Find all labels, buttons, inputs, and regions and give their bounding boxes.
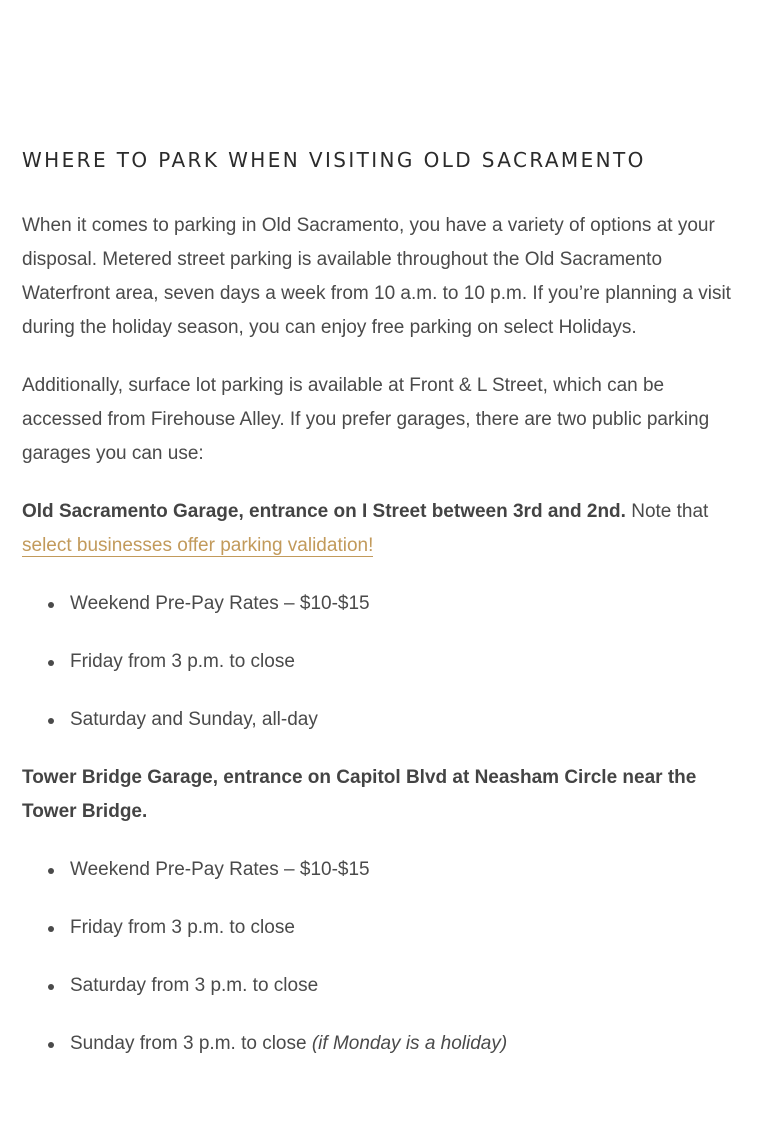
sunday-text: Sunday from 3 p.m. to close	[70, 1033, 312, 1054]
garage1-title: Old Sacramento Garage, entrance on I Street between 3rd and 2nd.	[22, 501, 626, 522]
intro-paragraph: When it comes to parking in Old Sacramento, you have a variety of options at your disposal. Metered street parking is available throughout the Old Sacramento Waterfront area, seven days a week from 10 a.m. to 10 p.m. If you’re planning a visit during the holiday season, you can enjoy free parking on select Holidays.	[22, 215, 731, 338]
bullet-icon	[48, 984, 54, 990]
bullet-icon	[48, 602, 54, 608]
garage1-paragraph	[22, 495, 748, 563]
holiday-note: (if Monday is a holiday)	[311, 1033, 508, 1054]
garage1-note: Note that	[625, 501, 709, 522]
additional-paragraph: Additionally, surface lot parking is available at Front & L Street, which can be accessed from Firehouse Alley. If you prefer garages, there are two public parking garages you can use:	[22, 375, 710, 464]
page-title: WHERE TO PARK WHEN VISITING OLD SACRAMENTO	[22, 148, 646, 172]
bullet-icon	[48, 718, 54, 724]
bullet-icon	[48, 926, 54, 932]
garage2-paragraph	[22, 761, 748, 829]
validation-link[interactable]: select businesses offer parking validation!	[22, 535, 374, 556]
garage2-title: Tower Bridge Garage, entrance on Capitol Blvd at Neasham Circle near the Tower Bridge.	[22, 767, 697, 822]
bullet-icon	[48, 868, 54, 874]
bullet-icon	[48, 1042, 54, 1048]
bullet-icon	[48, 660, 54, 666]
